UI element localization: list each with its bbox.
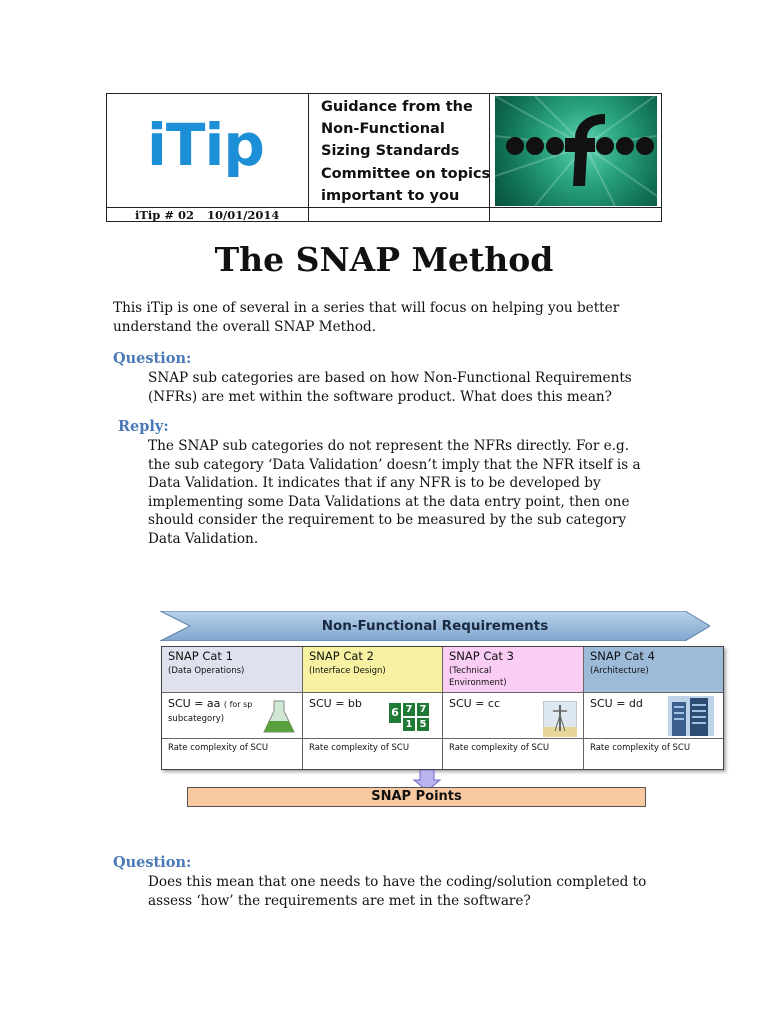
scu-cell-3 xyxy=(443,693,584,739)
question-text: Does this mean that one needs to have the coding/solution completed to assess ‘how’ the requirements are met in the software? xyxy=(148,874,647,909)
category-sub: (Architecture) xyxy=(590,666,649,676)
question-text: SNAP sub categories are based on how Non-Functional Requirements (NFRs) are met within the software product. What does this mean? xyxy=(148,370,632,405)
rate-label: Rate complexity of SCU xyxy=(449,743,550,753)
rate-cell-1 xyxy=(162,739,303,769)
category-name: SNAP Cat 3 xyxy=(449,649,514,663)
tower-icon xyxy=(543,701,577,737)
scu-cell-1 xyxy=(162,693,303,739)
buildings-icon xyxy=(668,696,714,736)
category-cell-2 xyxy=(303,647,443,693)
scu-cell-4 xyxy=(584,693,723,739)
scu-label: SCU = dd xyxy=(590,697,643,710)
scu-label: SCU = cc xyxy=(449,697,501,710)
flask-icon xyxy=(262,699,296,735)
category-name: SNAP Cat 1 xyxy=(168,649,233,663)
rate-label: Rate complexity of SCU xyxy=(309,743,410,753)
page-title: The SNAP Method xyxy=(214,240,554,279)
itip-date: 10/01/2014 xyxy=(207,208,280,222)
nfr-banner-label: Non-Functional Requirements xyxy=(321,618,549,634)
scu-label: SCU = bb xyxy=(309,697,362,710)
question-label: Question: xyxy=(113,350,192,367)
rate-label: Rate complexity of SCU xyxy=(590,743,691,753)
category-sub: (Technical Environment) xyxy=(449,666,507,688)
rate-cell-3 xyxy=(443,739,584,769)
category-cell-4 xyxy=(584,647,723,693)
itip-number: iTip # 02 xyxy=(135,208,194,222)
committee-logo-icon xyxy=(495,96,657,206)
rate-label: Rate complexity of SCU xyxy=(168,743,269,753)
rate-cell-4 xyxy=(584,739,723,769)
itip-logo: iTip xyxy=(147,111,264,179)
intro-paragraph: This iTip is one of several in a series that will focus on helping you better understand the overall SNAP Method. xyxy=(113,300,620,335)
header-table xyxy=(106,93,662,222)
snap-points-box: SNAP Points xyxy=(187,787,646,807)
column-divider xyxy=(308,94,309,221)
guidance-text: Guidance from the Non-Functional Sizing Standards Committee on topics important to you xyxy=(321,99,491,204)
scu-cell-2 xyxy=(303,693,443,739)
category-sub: (Interface Design) xyxy=(309,666,386,676)
reply-label: Reply: xyxy=(118,418,169,435)
category-sub: (Data Operations) xyxy=(168,666,245,676)
rate-cell-2 xyxy=(303,739,443,769)
scu-label: SCU = aa ( for sp subcategory) xyxy=(168,697,253,724)
reply-text: The SNAP sub categories do not represent the NFRs directly. For e.g. the sub category ‘Data Validation’ doesn’t imply that the NFR itself is a Data Validation. It indicates that if any NFR is to be developed by implementing some Data Validations at the data entry point, then one should consider the requirement to be measured by the sub category Data Validation. xyxy=(148,438,641,547)
category-name: SNAP Cat 4 xyxy=(590,649,655,663)
snap-category-grid xyxy=(161,646,724,770)
category-cell-3 xyxy=(443,647,584,693)
category-name: SNAP Cat 2 xyxy=(309,649,374,663)
keypad-icon: 6 7 7 1 5 xyxy=(389,699,435,735)
question-label: Question: xyxy=(113,854,192,871)
category-cell-1 xyxy=(162,647,303,693)
